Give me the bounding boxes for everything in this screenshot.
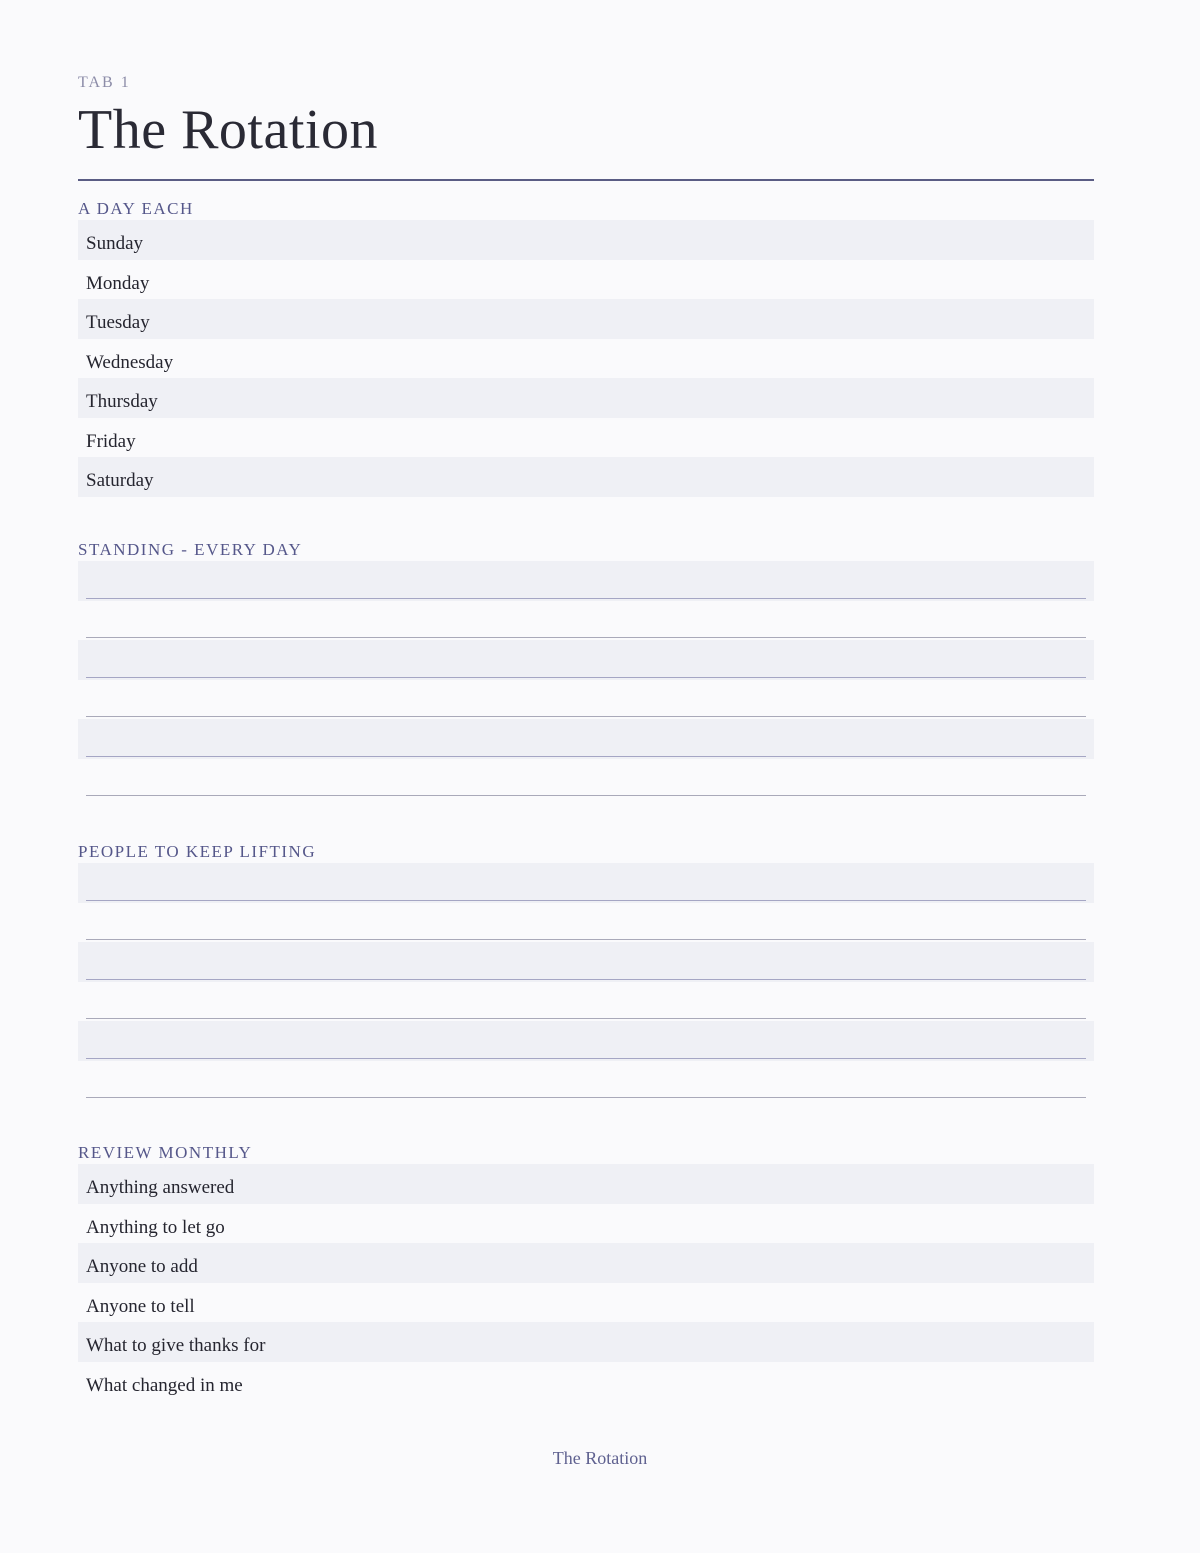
writing-line-row[interactable] bbox=[78, 1021, 1094, 1061]
writing-line-row[interactable] bbox=[78, 759, 1094, 799]
day-label: Tuesday bbox=[86, 312, 150, 333]
writing-line bbox=[86, 677, 1086, 678]
day-label: Wednesday bbox=[86, 351, 174, 373]
page-title: The Rotation bbox=[78, 99, 378, 161]
review-list bbox=[78, 1164, 1094, 1401]
writing-line bbox=[86, 598, 1086, 599]
review-item: Anyone to add bbox=[86, 1256, 198, 1277]
writing-line-row[interactable] bbox=[78, 601, 1094, 641]
review-item: Anything to let go bbox=[86, 1216, 225, 1238]
writing-line bbox=[86, 756, 1086, 757]
writing-line-row[interactable] bbox=[78, 863, 1094, 903]
review-item: What changed in me bbox=[86, 1374, 243, 1396]
writing-line bbox=[86, 637, 1086, 638]
writing-line-row[interactable] bbox=[78, 640, 1094, 680]
review-row bbox=[78, 1204, 1094, 1244]
writing-line-row[interactable] bbox=[78, 719, 1094, 759]
writing-line-row[interactable] bbox=[78, 561, 1094, 601]
section-days bbox=[78, 198, 1094, 497]
writing-line bbox=[86, 900, 1086, 901]
section-heading-review: REVIEW MONTHLY bbox=[78, 1143, 253, 1162]
writing-line-row[interactable] bbox=[78, 982, 1094, 1022]
days-list bbox=[78, 220, 1094, 497]
day-row bbox=[78, 378, 1094, 418]
review-item: What to give thanks for bbox=[86, 1335, 266, 1356]
day-row bbox=[78, 260, 1094, 300]
writing-line bbox=[86, 716, 1086, 717]
people-lines bbox=[78, 863, 1094, 1100]
section-heading-days: A DAY EACH bbox=[78, 199, 194, 218]
day-label: Saturday bbox=[86, 470, 154, 491]
writing-line-row[interactable] bbox=[78, 942, 1094, 982]
section-standing bbox=[78, 539, 1094, 798]
title-divider bbox=[78, 179, 1094, 181]
day-label: Friday bbox=[86, 430, 136, 452]
day-label: Sunday bbox=[86, 233, 143, 254]
day-row bbox=[78, 339, 1094, 379]
review-row bbox=[78, 1322, 1094, 1362]
review-row bbox=[78, 1164, 1094, 1204]
section-heading-standing: STANDING - EVERY DAY bbox=[78, 540, 303, 559]
day-row bbox=[78, 299, 1094, 339]
standing-lines bbox=[78, 561, 1094, 798]
day-label: Monday bbox=[86, 272, 150, 294]
section-people bbox=[78, 841, 1094, 1100]
tab-label: TAB 1 bbox=[78, 74, 131, 91]
day-label: Thursday bbox=[86, 391, 158, 412]
day-row bbox=[78, 220, 1094, 260]
writing-line-row[interactable] bbox=[78, 680, 1094, 720]
day-row bbox=[78, 457, 1094, 497]
review-row bbox=[78, 1362, 1094, 1402]
writing-line bbox=[86, 979, 1086, 980]
writing-line bbox=[86, 1097, 1086, 1098]
day-row bbox=[78, 418, 1094, 458]
page-footer: The Rotation bbox=[552, 1448, 648, 1468]
review-item: Anything answered bbox=[86, 1177, 235, 1198]
writing-line bbox=[86, 795, 1086, 796]
section-heading-people: PEOPLE TO KEEP LIFTING bbox=[78, 842, 317, 861]
writing-line-row[interactable] bbox=[78, 903, 1094, 943]
section-review bbox=[78, 1142, 1094, 1401]
review-row bbox=[78, 1243, 1094, 1283]
writing-line bbox=[86, 939, 1086, 940]
writing-line-row[interactable] bbox=[78, 1061, 1094, 1101]
writing-line bbox=[86, 1018, 1086, 1019]
review-row bbox=[78, 1283, 1094, 1323]
writing-line bbox=[86, 1058, 1086, 1059]
review-item: Anyone to tell bbox=[86, 1295, 195, 1317]
